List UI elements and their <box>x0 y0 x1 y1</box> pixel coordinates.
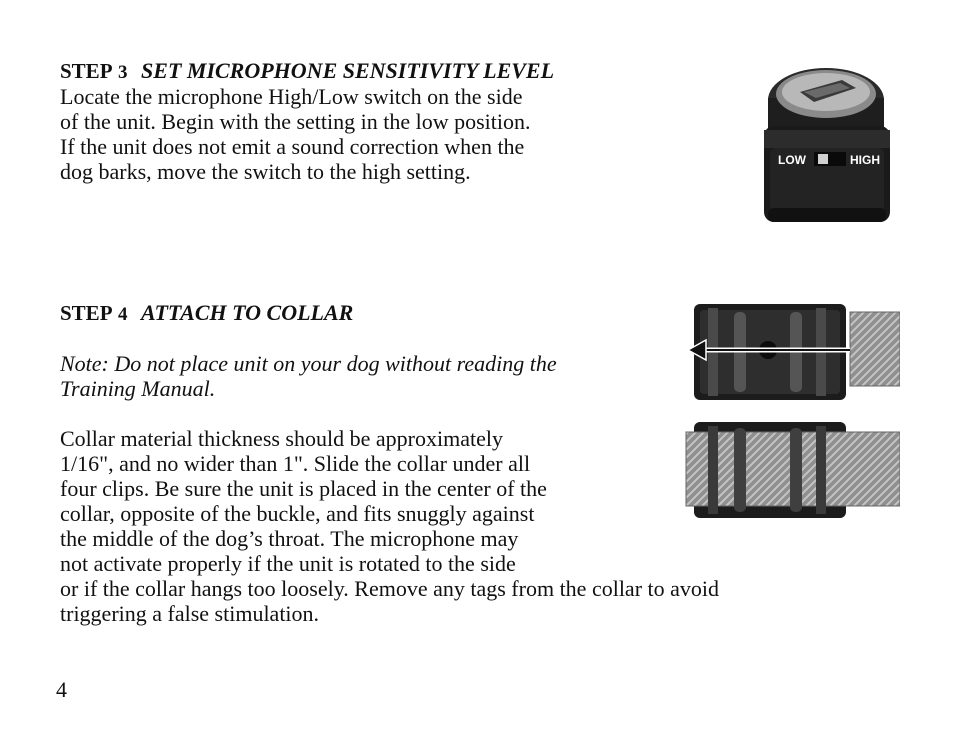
step3-body-line: dog barks, move the switch to the high setting. <box>60 159 471 184</box>
step3-body-line: of the unit. Begin with the setting in the low position. <box>60 109 531 134</box>
step4-body-line: four clips. Be sure the unit is placed in the center of the <box>60 476 547 501</box>
step3-body-line: Locate the microphone High/Low switch on the side <box>60 84 523 109</box>
step4-body-line: collar, opposite of the buckle, and fits snuggly against <box>60 501 535 526</box>
step4-body-line: 1/16", and no wider than 1". Slide the collar under all <box>60 451 531 476</box>
step4-note-line: Training Manual. <box>60 376 216 401</box>
step3-label: STEP <box>60 59 113 83</box>
step4-number: 4 <box>118 304 128 325</box>
step4-body <box>60 426 719 626</box>
step3-heading <box>60 58 554 85</box>
step4-title: ATTACH TO COLLAR <box>141 300 354 325</box>
step3-title: SET MICROPHONE SENSITIVITY LEVEL <box>141 58 555 83</box>
step4-label: STEP <box>60 301 113 325</box>
step4-body-line: triggering a false stimulation. <box>60 601 320 626</box>
step4-body-line: or if the collar hangs too loosely. Remove any tags from the collar to avoid <box>60 576 720 601</box>
step4-body-line: Collar material thickness should be approximately <box>60 426 503 451</box>
step3-number: 3 <box>118 62 128 83</box>
collar-attachment-diagram <box>684 300 900 522</box>
step3-body <box>60 84 531 184</box>
switch-high-label: HIGH <box>850 153 880 167</box>
step4-note-line: Note: Do not place unit on your dog without reading the <box>60 351 557 376</box>
step4-body-line: the middle of the dog’s throat. The microphone may <box>60 526 519 551</box>
step4-heading <box>60 300 353 327</box>
page-number: 4 <box>56 677 67 702</box>
switch-low-label: LOW <box>778 153 806 167</box>
microphone-switch-photo <box>752 58 900 226</box>
step4-body-line: not activate properly if the unit is rotated to the side <box>60 551 516 576</box>
step4-note <box>60 351 557 401</box>
step3-body-line: If the unit does not emit a sound correction when the <box>60 134 525 159</box>
